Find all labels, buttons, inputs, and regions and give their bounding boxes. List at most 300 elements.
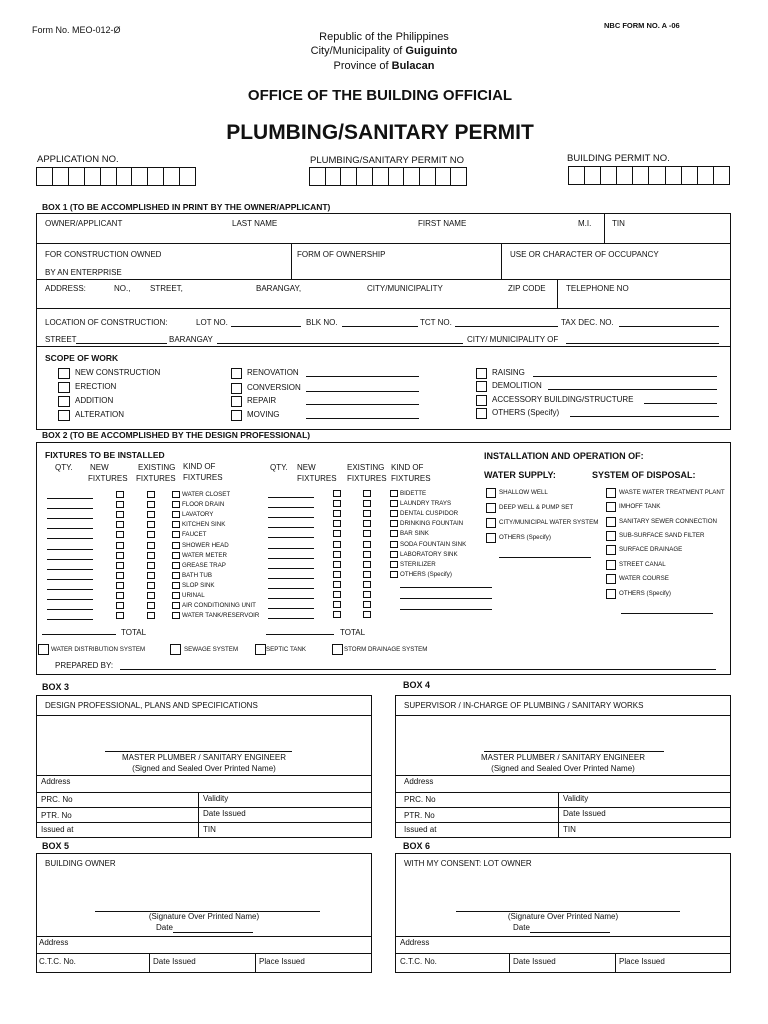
province-line: [0, 60, 768, 72]
kind-fixture-checkbox[interactable]: [172, 562, 180, 569]
kind-fixture-checkbox[interactable]: [172, 592, 180, 599]
qty-field[interactable]: [268, 558, 314, 559]
box6-date-issued-label: Date Issued: [513, 957, 556, 966]
zip-code-label: ZIP CODE: [508, 284, 546, 293]
kind-fixture-checkbox[interactable]: [172, 511, 180, 518]
box4-title: SUPERVISOR / IN-CHARGE OF PLUMBING / SANITARY WORKS: [404, 701, 644, 710]
installation-heading: INSTALLATION AND OPERATION OF:: [484, 451, 644, 461]
disposal-label: OTHERS (Specify): [619, 590, 671, 597]
office-title: OFFICE OF THE BUILDING OFFICIAL: [247, 87, 513, 104]
fixture-label: OTHERS (Specify): [400, 571, 452, 578]
qty-field[interactable]: [47, 508, 93, 509]
building-permit-no-field[interactable]: [568, 166, 730, 185]
disposal-checkbox[interactable]: [606, 560, 616, 570]
scope-checkbox[interactable]: [476, 408, 487, 419]
new-fixture-checkbox[interactable]: [116, 521, 124, 528]
by-enterprise-label: BY AN ENTERPRISE: [45, 268, 122, 277]
box6-title: WITH MY CONSENT: LOT OWNER: [404, 859, 532, 868]
kind-fixture-checkbox[interactable]: [390, 500, 398, 507]
fixture-label: LAUNDRY TRAYS: [400, 500, 452, 507]
new-fixture-checkbox[interactable]: [333, 510, 341, 517]
box4-prc-label: PRC. No: [404, 795, 436, 804]
form-number: Form No. MEO-012-Ø: [32, 25, 121, 35]
permit-no-label: PLUMBING/SANITARY PERMIT NO: [310, 155, 464, 166]
disposal-checkbox[interactable]: [606, 574, 616, 584]
street-field[interactable]: [76, 343, 167, 344]
new-fixture-checkbox[interactable]: [333, 561, 341, 568]
existing-header-right: EXISTING: [347, 463, 385, 472]
scope-specify-line[interactable]: [306, 418, 419, 419]
kind-fixture-checkbox[interactable]: [172, 582, 180, 589]
city-name: Guiguinto: [405, 45, 458, 57]
qty-field[interactable]: [47, 549, 93, 550]
qty-field[interactable]: [268, 598, 314, 599]
qty-header-left: QTY.: [55, 463, 73, 472]
kind-fixture-checkbox[interactable]: [172, 491, 180, 498]
republic-line: Republic of the Philippines: [319, 31, 449, 43]
scope-checkbox[interactable]: [476, 395, 487, 406]
barangay-field[interactable]: [217, 343, 463, 344]
new-fixture-checkbox[interactable]: [333, 571, 341, 578]
box5-date-field[interactable]: [173, 932, 253, 933]
existing-fixture-checkbox[interactable]: [363, 601, 371, 608]
location-label: LOCATION OF CONSTRUCTION:: [45, 318, 168, 327]
box1-heading: BOX 1 (TO BE ACCOMPLISHED IN PRINT BY THE OWNER/APPLICANT): [42, 202, 331, 212]
box4-validity-label: Validity: [563, 794, 589, 803]
kind-fixture-checkbox[interactable]: [390, 520, 398, 527]
qty-field[interactable]: [47, 569, 93, 570]
qty-field[interactable]: [268, 517, 314, 518]
scope-checkbox[interactable]: [231, 368, 242, 379]
tin-label: TIN: [612, 219, 625, 228]
box5-ctc-label: C.T.C. No.: [39, 957, 76, 966]
box4-signed-note: (Signed and Sealed Over Printed Name): [491, 764, 635, 773]
box6-signature-note: (Signature Over Printed Name): [507, 912, 619, 921]
system-label: WATER DISTRIBUTION SYSTEM: [51, 646, 146, 653]
system-checkbox[interactable]: [332, 644, 343, 655]
qty-field[interactable]: [268, 568, 314, 569]
existing-fixture-checkbox[interactable]: [147, 531, 155, 538]
existing-fixture-checkbox[interactable]: [147, 521, 155, 528]
qty-field[interactable]: [47, 528, 93, 529]
new-fixture-checkbox[interactable]: [116, 491, 124, 498]
box4-date-issued-label: Date Issued: [563, 809, 606, 818]
mi-label: M.I.: [578, 219, 592, 228]
kind-fixture-checkbox[interactable]: [390, 561, 398, 568]
fixture-label: DRINKING FOUNTAIN: [400, 520, 464, 527]
scope-specify-line[interactable]: [533, 376, 717, 377]
city-prefix: City/Municipality of: [310, 45, 406, 57]
province-name: Bulacan: [391, 60, 435, 72]
others-specify-line[interactable]: [400, 609, 492, 610]
scope-checkbox[interactable]: [58, 368, 70, 379]
existing-fixture-checkbox[interactable]: [147, 491, 155, 498]
existing-fixture-checkbox[interactable]: [363, 561, 371, 568]
box6-frame: [395, 853, 731, 973]
barangay-label: BARANGAY,: [256, 284, 302, 293]
others-specify-line[interactable]: [400, 598, 492, 599]
qty-header-right: QTY.: [270, 463, 288, 472]
first-name-label: FIRST NAME: [418, 219, 467, 228]
scope-option-label: RENOVATION: [247, 368, 299, 377]
box6-date-label: Date: [513, 923, 530, 932]
barangay2-label: BARANGAY: [169, 335, 213, 344]
city-municipality-label: CITY/MUNICIPALITY: [367, 284, 443, 293]
kind-fixture-checkbox[interactable]: [390, 490, 398, 497]
box4-ptr-label: PTR. No: [404, 811, 435, 820]
water-supply-checkbox[interactable]: [486, 488, 496, 498]
new-fixture-checkbox[interactable]: [333, 591, 341, 598]
scope-option-label: OTHERS (Specify): [492, 408, 560, 417]
box4-frame: [395, 695, 731, 838]
owner-applicant-label: OWNER/APPLICANT: [45, 219, 123, 228]
qty-field[interactable]: [47, 589, 93, 590]
disposal-checkbox[interactable]: [606, 531, 616, 541]
blk-no-field[interactable]: [342, 326, 418, 327]
scope-checkbox[interactable]: [231, 383, 242, 394]
disposal-label: WATER COURSE: [619, 575, 669, 582]
box3-issued-at-label: Issued at: [41, 825, 74, 834]
kind-fixture-checkbox[interactable]: [390, 541, 398, 548]
box4-issued-at-label: Issued at: [404, 825, 437, 834]
telephone-label: TELEPHONE NO: [566, 284, 629, 293]
system-label: SEWAGE SYSTEM: [184, 646, 239, 653]
permit-no-field[interactable]: [309, 167, 467, 186]
new-fixture-checkbox[interactable]: [116, 511, 124, 518]
new-fixture-checkbox[interactable]: [333, 611, 341, 618]
new-fixture-checkbox[interactable]: [333, 530, 341, 537]
fixture-label: KITCHEN SINK: [182, 521, 226, 528]
lot-no-field[interactable]: [231, 326, 301, 327]
fixtures-header-left: FIXTURES: [88, 474, 128, 483]
kind-fixture-checkbox[interactable]: [390, 530, 398, 537]
fixture-label: SLOP SINK: [182, 582, 215, 589]
kind-fixture-checkbox[interactable]: [172, 602, 180, 609]
total-left-label: TOTAL: [121, 628, 147, 637]
existing-fixture-checkbox[interactable]: [147, 592, 155, 599]
water-supply-label: DEEP WELL & PUMP SET: [499, 504, 574, 511]
existing-fixture-checkbox[interactable]: [363, 541, 371, 548]
box3-signed-note: (Signed and Sealed Over Printed Name): [132, 764, 276, 773]
existing-fixture-checkbox[interactable]: [147, 562, 155, 569]
new-fixture-checkbox[interactable]: [116, 602, 124, 609]
scope-option-label: DEMOLITION: [492, 381, 542, 390]
box6-address-label: Address: [400, 938, 430, 947]
fixture-label: STERILIZER: [400, 561, 436, 568]
new-header-right: NEW: [297, 463, 316, 472]
new-fixture-checkbox[interactable]: [333, 601, 341, 608]
others-specify-line[interactable]: [400, 587, 492, 588]
scope-option-label: RAISING: [492, 368, 525, 377]
qty-field[interactable]: [47, 619, 93, 620]
scope-specify-line[interactable]: [548, 389, 717, 390]
box5-frame: [36, 853, 372, 973]
disposal-checkbox[interactable]: [606, 488, 616, 498]
box4-tin-label: TIN: [563, 825, 576, 834]
box5-address-label: Address: [39, 938, 69, 947]
fixture-label: BATH TUB: [182, 572, 213, 579]
water-supply-checkbox[interactable]: [486, 518, 496, 528]
fixture-label: DENTAL CUSPIDOR: [400, 510, 459, 517]
tax-dec-no-field[interactable]: [619, 326, 719, 327]
new-fixture-checkbox[interactable]: [116, 552, 124, 559]
existing-fixture-checkbox[interactable]: [363, 490, 371, 497]
new-fixture-checkbox[interactable]: [333, 551, 341, 558]
box2-heading: BOX 2 (TO BE ACCOMPLISHED BY THE DESIGN PROFESSIONAL): [42, 430, 311, 440]
existing-fixture-checkbox[interactable]: [147, 542, 155, 549]
box5-place-issued-label: Place Issued: [259, 957, 305, 966]
disposal-others-field[interactable]: [621, 613, 713, 614]
box3-label: BOX 3: [42, 682, 70, 692]
construction-owned-label: FOR CONSTRUCTION OWNED: [45, 250, 162, 259]
box3-prc-label: PRC. No: [41, 795, 73, 804]
new-fixture-checkbox[interactable]: [333, 541, 341, 548]
existing-fixture-checkbox[interactable]: [147, 602, 155, 609]
kind-fixture-checkbox[interactable]: [390, 571, 398, 578]
kind-of-header-right: KIND OF: [391, 463, 424, 472]
new-fixture-checkbox[interactable]: [116, 562, 124, 569]
kind-fixture-checkbox[interactable]: [172, 501, 180, 508]
water-supply-checkbox[interactable]: [486, 533, 496, 543]
existing-fixture-checkbox[interactable]: [363, 581, 371, 588]
scope-checkbox[interactable]: [231, 410, 242, 421]
system-label: SEPTIC TANK: [266, 646, 306, 653]
box3-frame: [36, 695, 372, 838]
application-no-label: APPLICATION NO.: [37, 154, 119, 165]
scope-specify-line[interactable]: [306, 391, 419, 392]
kind-fixture-checkbox[interactable]: [172, 572, 180, 579]
qty-field[interactable]: [268, 578, 314, 579]
fixtures-heading: FIXTURES TO BE INSTALLED: [45, 450, 165, 460]
existing-fixture-checkbox[interactable]: [363, 591, 371, 598]
fixture-label: FLOOR DRAIN: [182, 501, 225, 508]
box4-address-label: Address: [404, 777, 434, 786]
existing-fixture-checkbox[interactable]: [363, 510, 371, 517]
disposal-checkbox[interactable]: [606, 502, 616, 512]
existing-fixture-checkbox[interactable]: [363, 500, 371, 507]
new-fixture-checkbox[interactable]: [333, 490, 341, 497]
no-label: NO.,: [114, 284, 131, 293]
qty-field[interactable]: [268, 618, 314, 619]
box3-tin-label: TIN: [203, 825, 216, 834]
tct-no-field[interactable]: [455, 326, 558, 327]
qty-field[interactable]: [268, 497, 314, 498]
new-fixture-checkbox[interactable]: [116, 612, 124, 619]
total-left-field[interactable]: [42, 634, 116, 635]
kind-fixture-checkbox[interactable]: [390, 551, 398, 558]
box6-ctc-label: C.T.C. No.: [400, 957, 437, 966]
existing-fixture-checkbox[interactable]: [363, 530, 371, 537]
box6-date-field[interactable]: [530, 932, 610, 933]
fixtures-header-right3: FIXTURES: [391, 474, 431, 483]
qty-field[interactable]: [47, 609, 93, 610]
scope-option-label: CONVERSION: [247, 383, 301, 392]
scope-option-label: ACCESSORY BUILDING/STRUCTURE: [492, 395, 634, 404]
box3-signatory: MASTER PLUMBER / SANITARY ENGINEER: [121, 753, 287, 762]
new-fixture-checkbox[interactable]: [333, 581, 341, 588]
disposal-label: WASTE WATER TREATMENT PLANT: [619, 489, 725, 496]
water-supply-label: SHALLOW WELL: [499, 489, 548, 496]
fixture-label: SHOWER HEAD: [182, 542, 229, 549]
kind-fixture-checkbox[interactable]: [390, 510, 398, 517]
box4-label: BOX 4: [403, 680, 431, 690]
qty-field[interactable]: [47, 498, 93, 499]
new-fixture-checkbox[interactable]: [333, 520, 341, 527]
box6-label: BOX 6: [403, 841, 431, 851]
scope-specify-line[interactable]: [644, 403, 717, 404]
box3-address-label: Address: [41, 777, 71, 786]
city-mun-field[interactable]: [566, 343, 719, 344]
new-fixture-checkbox[interactable]: [116, 582, 124, 589]
scope-option-label: MOVING: [247, 410, 280, 419]
system-label: STORM DRAINAGE SYSTEM: [344, 646, 428, 653]
existing-fixture-checkbox[interactable]: [363, 551, 371, 558]
city-mun-of-label: CITY/ MUNICIPALITY OF: [467, 335, 559, 344]
scope-checkbox[interactable]: [58, 382, 70, 393]
disposal-label: STREET CANAL: [619, 561, 666, 568]
fixture-label: URINAL: [182, 592, 205, 599]
scope-checkbox[interactable]: [58, 410, 70, 421]
disposal-label: SUB-SURFACE SAND FILTER: [619, 532, 705, 539]
fixture-label: GREASE TRAP: [182, 562, 226, 569]
blk-no-label: BLK NO.: [306, 318, 338, 327]
system-disposal-heading: SYSTEM OF DISPOSAL:: [592, 470, 696, 480]
last-name-label: LAST NAME: [232, 219, 278, 228]
existing-fixture-checkbox[interactable]: [147, 582, 155, 589]
fixture-label: AIR CONDITIONING UNIT: [182, 602, 256, 609]
disposal-label: SURFACE DRAINAGE: [619, 546, 683, 553]
box3-signature-line[interactable]: [105, 751, 292, 752]
fixtures-header-left3: FIXTURES: [183, 473, 223, 482]
existing-fixture-checkbox[interactable]: [147, 511, 155, 518]
scope-checkbox[interactable]: [231, 396, 242, 407]
new-fixture-checkbox[interactable]: [116, 572, 124, 579]
scope-specify-line[interactable]: [306, 376, 419, 377]
fixture-label: WATER TANK/RESERVOIR: [182, 612, 260, 619]
water-supply-label: OTHERS (Specify): [499, 534, 551, 541]
existing-fixture-checkbox[interactable]: [147, 572, 155, 579]
disposal-checkbox[interactable]: [606, 589, 616, 599]
form-of-ownership-label: FORM OF OWNERSHIP: [297, 250, 386, 259]
fixture-label: LABORATORY SINK: [400, 551, 458, 558]
street-label: STREET,: [150, 284, 183, 293]
lot-no-label: LOT NO.: [196, 318, 228, 327]
box5-date-issued-label: Date Issued: [153, 957, 196, 966]
new-fixture-checkbox[interactable]: [116, 542, 124, 549]
fixtures-header-left2: FIXTURES: [136, 474, 176, 483]
qty-field[interactable]: [47, 559, 93, 560]
new-fixture-checkbox[interactable]: [116, 501, 124, 508]
total-right-field[interactable]: [266, 634, 334, 635]
nbc-form-number: NBC FORM NO. A -06: [604, 21, 680, 30]
scope-option-label: REPAIR: [247, 396, 277, 405]
qty-field[interactable]: [268, 608, 314, 609]
qty-field[interactable]: [268, 527, 314, 528]
water-others-field[interactable]: [499, 557, 591, 558]
box5-signature-note: (Signature Over Printed Name): [148, 912, 260, 921]
qty-field[interactable]: [47, 518, 93, 519]
box5-label: BOX 5: [42, 841, 70, 851]
disposal-label: SANITARY SEWER CONNECTION: [619, 518, 717, 525]
scope-checkbox[interactable]: [476, 381, 487, 392]
qty-field[interactable]: [268, 548, 314, 549]
qty-field[interactable]: [268, 507, 314, 508]
scope-checkbox[interactable]: [476, 368, 487, 379]
system-checkbox[interactable]: [170, 644, 181, 655]
box4-signature-line[interactable]: [484, 751, 664, 752]
kind-fixture-checkbox[interactable]: [172, 542, 180, 549]
building-permit-no-label: BUILDING PERMIT NO.: [567, 153, 670, 164]
new-fixture-checkbox[interactable]: [116, 531, 124, 538]
scope-checkbox[interactable]: [58, 396, 70, 407]
existing-fixture-checkbox[interactable]: [363, 520, 371, 527]
box3-date-issued-label: Date Issued: [203, 809, 246, 818]
qty-field[interactable]: [268, 537, 314, 538]
water-supply-label: CITY/MUNICIPAL WATER SYSTEM: [499, 519, 599, 526]
tax-dec-no-label: TAX DEC. NO.: [561, 318, 614, 327]
fixtures-header-right2: FIXTURES: [347, 474, 387, 483]
new-fixture-checkbox[interactable]: [116, 592, 124, 599]
street2-label: STREET: [45, 335, 77, 344]
application-no-field[interactable]: [36, 167, 196, 186]
city-line: [0, 45, 768, 57]
new-fixture-checkbox[interactable]: [333, 500, 341, 507]
scope-specify-line[interactable]: [570, 416, 719, 417]
box4-signatory: MASTER PLUMBER / SANITARY ENGINEER: [480, 753, 646, 762]
disposal-checkbox[interactable]: [606, 517, 616, 527]
total-right-label: TOTAL: [340, 628, 366, 637]
system-checkbox[interactable]: [255, 644, 266, 655]
qty-field[interactable]: [268, 588, 314, 589]
kind-fixture-checkbox[interactable]: [172, 612, 180, 619]
existing-header-left: EXISTING: [138, 463, 176, 472]
scope-option-label: ADDITION: [75, 396, 114, 405]
scope-option-label: ERECTION: [75, 382, 117, 391]
disposal-checkbox[interactable]: [606, 545, 616, 555]
existing-fixture-checkbox[interactable]: [363, 571, 371, 578]
scope-heading: SCOPE OF WORK: [45, 353, 119, 363]
address-label: ADDRESS:: [45, 284, 86, 293]
kind-fixture-checkbox[interactable]: [172, 521, 180, 528]
page-title: PLUMBING/SANITARY PERMIT: [226, 121, 534, 144]
box3-ptr-label: PTR. No: [41, 811, 72, 820]
existing-fixture-checkbox[interactable]: [147, 612, 155, 619]
qty-field[interactable]: [47, 599, 93, 600]
box5-title: BUILDING OWNER: [45, 859, 116, 868]
fixture-label: BAR SINK: [400, 530, 429, 537]
qty-field[interactable]: [47, 579, 93, 580]
box3-validity-label: Validity: [203, 794, 229, 803]
use-character-label: USE OR CHARACTER OF OCCUPANCY: [510, 250, 659, 259]
fixture-label: LAVATORY: [182, 511, 214, 518]
water-supply-checkbox[interactable]: [486, 503, 496, 513]
scope-specify-line[interactable]: [306, 404, 419, 405]
new-header-left: NEW: [90, 463, 109, 472]
box3-title: DESIGN PROFESSIONAL, PLANS AND SPECIFICATIONS: [45, 701, 258, 710]
province-prefix: Province of: [333, 60, 392, 72]
prepared-by-field[interactable]: [120, 669, 716, 670]
fixture-label: SODA FOUNTAIN SINK: [400, 541, 467, 548]
qty-field[interactable]: [47, 538, 93, 539]
system-checkbox[interactable]: [38, 644, 49, 655]
kind-fixture-checkbox[interactable]: [172, 552, 180, 559]
box6-place-issued-label: Place Issued: [619, 957, 665, 966]
fixture-label: WATER CLOSET: [182, 491, 231, 498]
kind-fixture-checkbox[interactable]: [172, 531, 180, 538]
existing-fixture-checkbox[interactable]: [147, 552, 155, 559]
existing-fixture-checkbox[interactable]: [363, 611, 371, 618]
existing-fixture-checkbox[interactable]: [147, 501, 155, 508]
